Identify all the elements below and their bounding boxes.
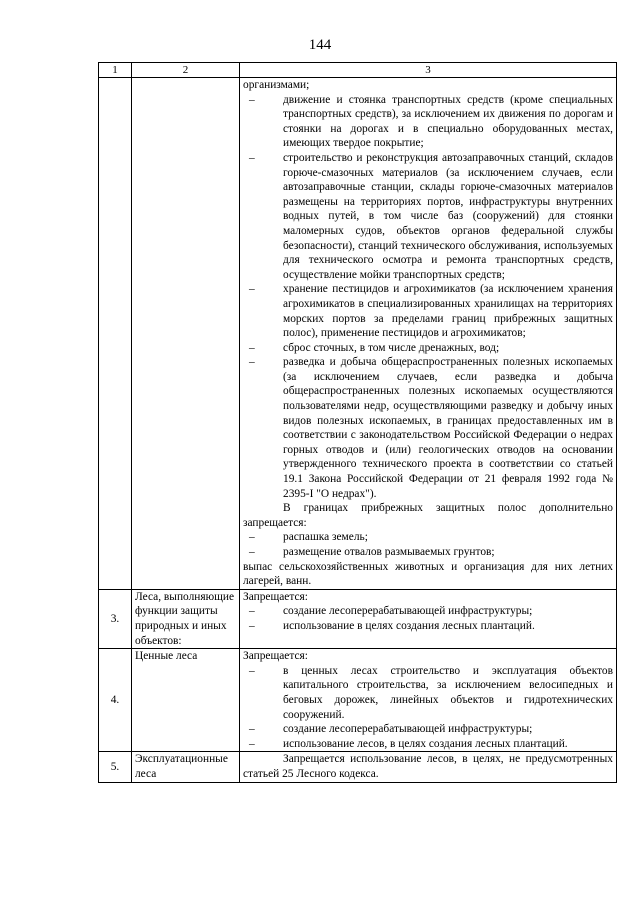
row-name: Ценные леса — [132, 649, 240, 752]
dash-marker: – — [249, 151, 255, 164]
text-line: Запрещается: — [243, 650, 308, 663]
dash-marker: – — [249, 664, 255, 677]
header-col-1: 1 — [99, 63, 132, 78]
row-content — [240, 78, 617, 590]
indented-paragraph: В границах прибрежных защитных полос дополнительно запрещается: — [243, 502, 613, 529]
table-header-row — [99, 63, 617, 78]
dash-marker: – — [249, 531, 255, 544]
indented-paragraph: Запрещается использование лесов, в целях, не предусмотренных статьей 25 Лесного кодекса. — [243, 753, 613, 780]
dash-marker: – — [249, 356, 255, 369]
dash-marker: – — [249, 93, 255, 106]
bullet-item: – разведка и добыча общераспространенных полезных ископаемых (за исключением случаев, если разведка и добыча общераспространенных полезных ископаемых осуществляются пользователями недр, осуществляющими разведку и добычу иных видов полезных ископаемых, в границах предоставленных им в соответствии с законодательством Российской Федерации о недрах горных отводов и (или) геологических отводов на основании утвержденного технического проекта в соответствии со статьей 19.1 Закона Российской Федерации от 21 февраля 1992 года № 2395-I "О недрах"). — [249, 356, 613, 500]
bullet-item: – строительство и реконструкция автозаправочных станций, складов горюче-смазочных материалов (за исключением случаев, если автозаправочные станции, склады горюче-смазочных материалов размещены на территориях портов, инфраструктуры внутренних водных путей, в том числе баз (сооружений) для стоянки маломерных судов, объектов органов федеральной службы безопасности), станций технического обслуживания, используемых для технического осмотра и ремонта транспортных средств, осуществление мойки транспортных средств; — [249, 151, 613, 281]
table-row — [99, 78, 617, 590]
row-number: 3. — [99, 589, 132, 648]
table-row — [99, 649, 617, 752]
dash-marker: – — [249, 283, 255, 296]
row-content — [240, 752, 617, 782]
dash-marker: – — [249, 605, 255, 618]
row-number — [99, 78, 132, 590]
text-line: выпас сельскохозяйственных животных и организация для них летних лагерей, ванн. — [243, 560, 613, 588]
bullet-item: – размещение отвалов размываемых грунтов; — [249, 546, 495, 558]
bullet-item: – распашка земель; — [249, 531, 368, 544]
dash-marker: – — [249, 619, 255, 632]
bullet-item: – хранение пестицидов и агрохимикатов (за исключением хранения агрохимикатов в специализированных хранилищах на территориях морских портов за пределами границ прибрежных защитных полос), применение пестицидов и агрохимикатов; — [249, 283, 613, 340]
bullet-item: – движение и стоянка транспортных средств (кроме специальных транспортных средств), за исключением их движения по дорогам и стоянки на дорогах и в специально оборудованных местах, имеющих твердое покрытие; — [249, 93, 613, 150]
row-name: Леса, выполняющие функции защиты природных и иных объектов: — [132, 589, 240, 648]
bullet-item: – использование лесов, в целях создания лесных плантаций. — [249, 737, 568, 750]
row-name: Эксплуатационные леса — [132, 752, 240, 782]
row-content — [240, 649, 617, 752]
bullet-item: – создание лесоперерабатывающей инфраструктуры; — [249, 605, 533, 618]
table-row — [99, 752, 617, 782]
text-line: Запрещается: — [243, 590, 308, 603]
bullet-item: – создание лесоперерабатывающей инфраструктуры; — [249, 723, 533, 736]
row-number: 4. — [99, 649, 132, 752]
row-number: 5. — [99, 752, 132, 782]
dash-marker: – — [249, 723, 255, 736]
bullet-item: – в ценных лесах строительство и эксплуатация объектов капитального строительства, за исключением велосипедных и беговых дорожек, линейных объектов и гидротехнических сооружений. — [249, 664, 613, 721]
header-col-2: 2 — [132, 63, 240, 78]
row-content — [240, 589, 617, 648]
dash-marker: – — [249, 341, 255, 354]
header-col-3: 3 — [240, 63, 617, 78]
row-name — [132, 78, 240, 590]
table-row — [99, 589, 617, 648]
page-number: 144 — [308, 37, 332, 53]
dash-marker: – — [249, 546, 255, 558]
bullet-item: – использование в целях создания лесных плантаций. — [249, 619, 535, 632]
text-line: организмами; — [243, 79, 310, 91]
bullet-item: – сброс сточных, в том числе дренажных, вод; — [249, 341, 500, 354]
dash-marker: – — [249, 737, 255, 750]
restrictions-table — [98, 62, 617, 783]
